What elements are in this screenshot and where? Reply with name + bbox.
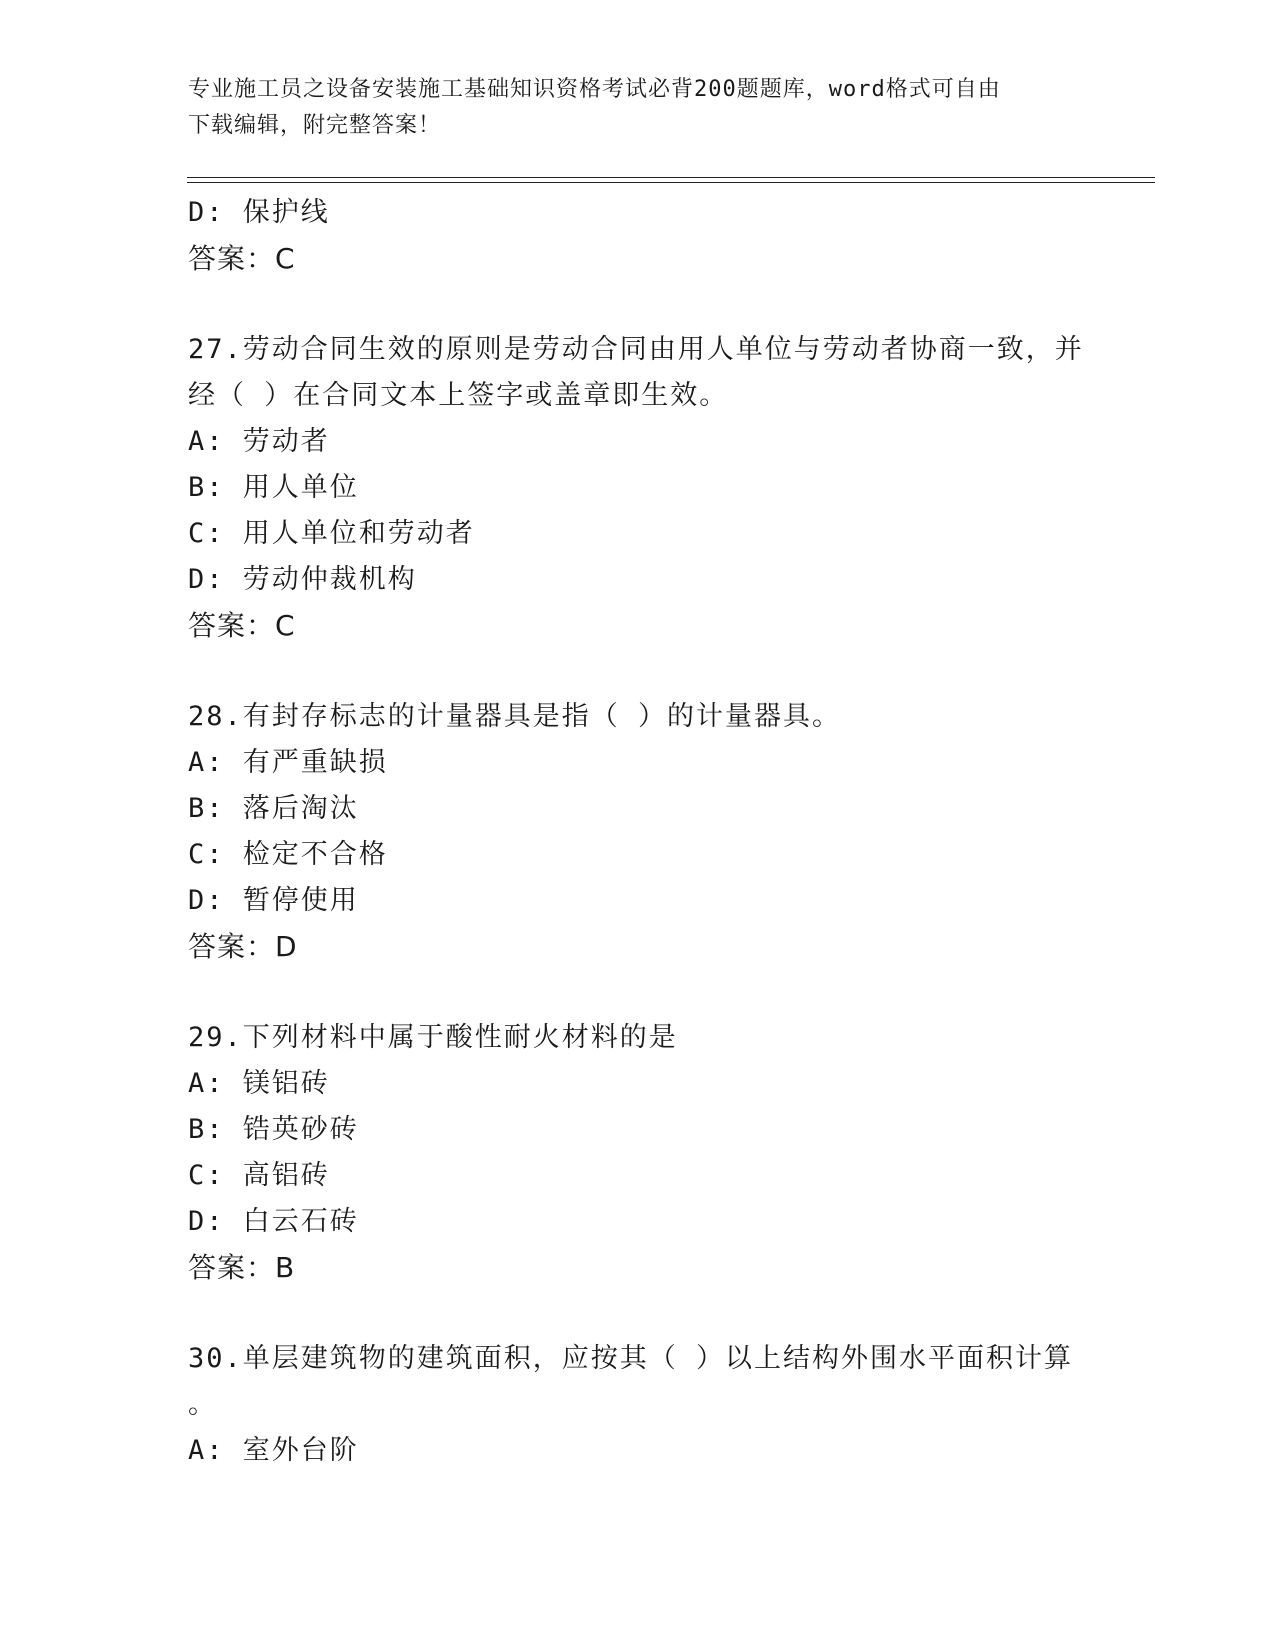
header-divider-top [187, 177, 1155, 178]
answer: 答案：B [188, 1251, 296, 1284]
header-line-1: 专业施工员之设备安装施工基础知识资格考试必背200题题库，word格式可自由 [188, 77, 1001, 102]
option-d: D: 保护线 [188, 197, 330, 228]
question-content [188, 190, 1088, 1474]
option-b: B: 落后淘汰 [188, 793, 359, 824]
spacer [188, 970, 1088, 1015]
option-c: C: 高铝砖 [188, 1160, 330, 1191]
option-a: A: 劳动者 [188, 426, 330, 457]
option-d: D: 劳动仲裁机构 [188, 564, 417, 595]
question-stem: 30.单层建筑物的建筑面积，应按其（ ）以上结构外围水平面积计算 [188, 1343, 1074, 1374]
answer: 答案：C [188, 609, 296, 642]
question-30 [188, 1336, 1088, 1474]
option-c: C: 用人单位和劳动者 [188, 518, 475, 549]
question-28 [188, 694, 1088, 970]
option-d: D: 白云石砖 [188, 1206, 359, 1237]
question-stem-continued: 。 [188, 1389, 217, 1420]
header-divider-bottom [187, 182, 1155, 183]
option-a: A: 有严重缺损 [188, 747, 388, 778]
option-a: A: 镁铝砖 [188, 1068, 330, 1099]
spacer [188, 282, 1088, 327]
question-29 [188, 1015, 1088, 1291]
question-stem: 28.有封存标志的计量器具是指（ ）的计量器具。 [188, 701, 842, 732]
option-b: B: 锆英砂砖 [188, 1114, 359, 1145]
question-stem: 29.下列材料中属于酸性耐火材料的是 [188, 1022, 678, 1053]
option-b: B: 用人单位 [188, 472, 359, 503]
spacer [188, 649, 1088, 694]
answer: 答案：C [188, 242, 296, 275]
question-27 [188, 327, 1088, 649]
answer: 答案：D [188, 930, 298, 963]
question-stem-continued: 经（ ）在合同文本上签字或盖章即生效。 [188, 380, 729, 411]
question-stem: 27.劳动合同生效的原则是劳动合同由用人单位与劳动者协商一致，并 [188, 334, 1084, 365]
header-line-2: 下载编辑，附完整答案！ [188, 113, 442, 138]
option-a: A: 室外台阶 [188, 1435, 359, 1466]
page-header [188, 72, 1068, 144]
option-c: C: 检定不合格 [188, 839, 388, 870]
spacer [188, 1291, 1088, 1336]
option-d: D: 暂停使用 [188, 885, 359, 916]
